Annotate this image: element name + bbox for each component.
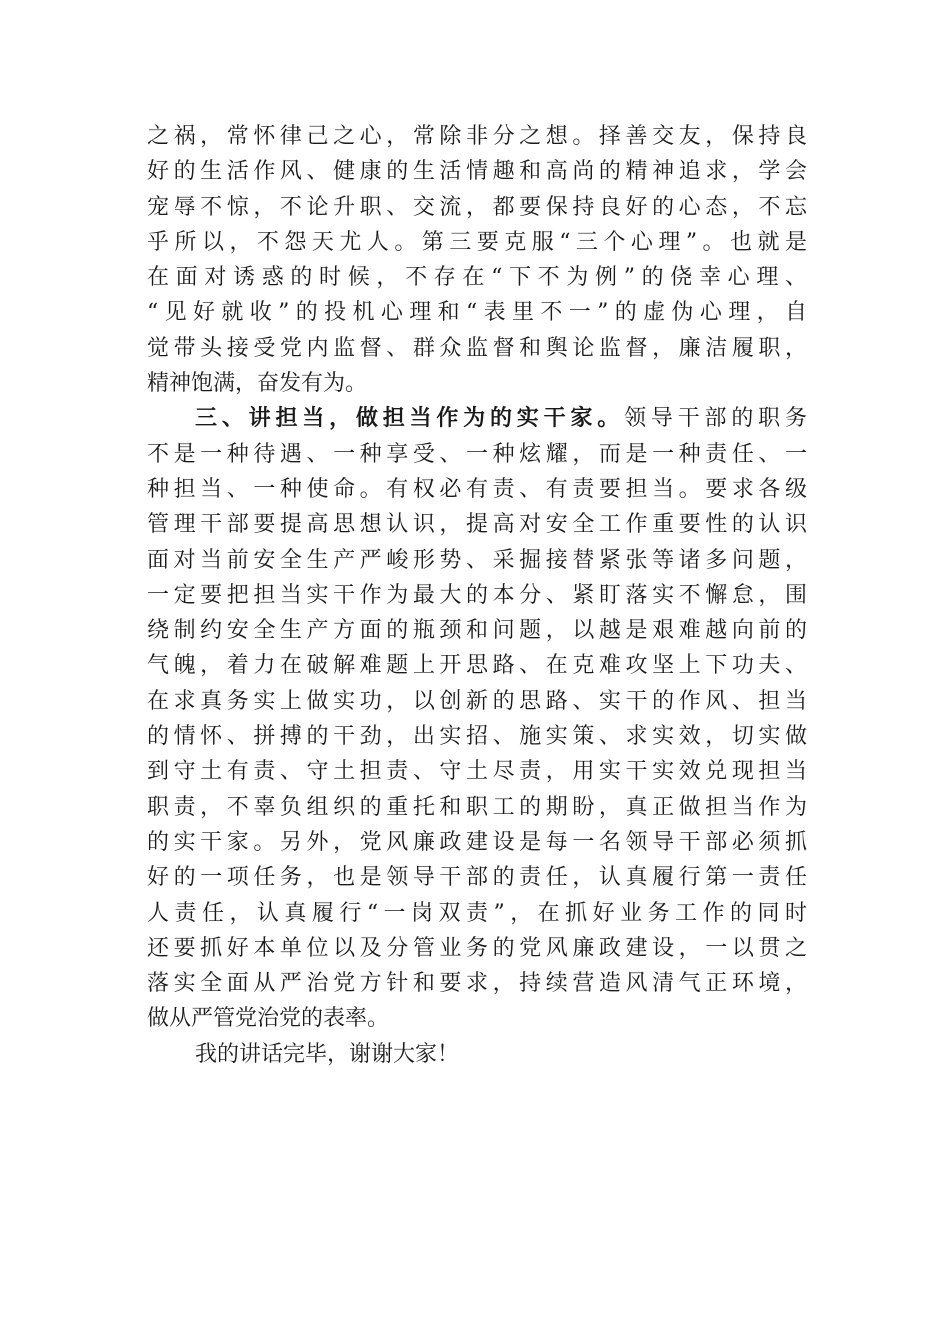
paragraph-section-three: [147, 401, 807, 1036]
text-line: 到守土有责、守土担责、守土尽责，用实干实效兑现担当: [147, 759, 807, 785]
section-heading-rest: 领导干部的职务: [624, 406, 807, 432]
text-line: 乎所以，不怨天尤人。第三要克服“三个心理”。也就是: [147, 229, 807, 255]
text-line: 一定要把担当实干作为最大的本分、紧盯落实不懈怠，围: [147, 582, 807, 608]
text-line: 精神饱满，奋发有为。: [147, 371, 368, 397]
text-line: 做从严管党治党的表率。: [147, 1006, 390, 1032]
text-line: 不是一种待遇、一种享受、一种炫耀，而是一种责任、一: [147, 441, 807, 467]
text-line: 之祸，常怀律己之心，常除非分之想。择善交友，保持良: [147, 124, 807, 149]
text-line: 觉带头接受党内监督、群众监督和舆论监督，廉洁履职，: [147, 335, 807, 361]
text-line: 还要抓好本单位以及分管业务的党风廉政建设，一以贯之: [147, 935, 807, 961]
paragraph-closing: [147, 1037, 807, 1072]
text-line: 的情怀、拼搏的干劲，出实招、施实策、求实效，切实做: [147, 724, 807, 750]
text-line: 好的生活作风、健康的生活情趣和高尚的精神追求，学会: [147, 159, 807, 185]
document-body: [147, 119, 807, 1072]
text-line: 面对当前安全生产严峻形势、采掘接替紧张等诸多问题，: [147, 547, 807, 573]
section-heading: 三、讲担当，做担当作为的实干家。: [195, 406, 625, 432]
text-line: 在面对诱惑的时候，不存在“下不为例”的侥幸心理、: [147, 265, 807, 291]
section-heading-line: [147, 401, 807, 436]
text-line: 绕制约安全生产方面的瓶颈和问题，以越是艰难越向前的: [147, 618, 807, 644]
text-line: 好的一项任务，也是领导干部的责任，认真履行第一责任: [147, 865, 807, 891]
text-line: 种担当、一种使命。有权必有责、有责要担当。要求各级: [147, 476, 807, 502]
closing-remark: 我的讲话完毕，谢谢大家！: [195, 1041, 460, 1067]
text-line: 在求真务实上做实功，以创新的思路、实干的作风、担当: [147, 688, 807, 714]
text-line: 气魄，着力在破解难题上开思路、在克难攻坚上下功夫、: [147, 653, 807, 679]
text-line: “见好就收”的投机心理和“表里不一”的虚伪心理，自: [147, 300, 807, 326]
text-line: 管理干部要提高思想认识，提高对安全工作重要性的认识: [147, 512, 807, 538]
paragraph-self-discipline: [147, 119, 807, 401]
text-line: 职责，不辜负组织的重托和职工的期盼，真正做担当作为: [147, 794, 807, 820]
text-line: 宠辱不惊，不论升职、交流，都要保持良好的心态，不忘: [147, 194, 807, 220]
text-line: 落实全面从严治党方针和要求，持续营造风清气正环境，: [147, 971, 807, 997]
text-line: 人责任，认真履行“一岗双责”，在抓好业务工作的同时: [147, 900, 807, 926]
text-line: 的实干家。另外，党风廉政建设是每一名领导干部必须抓: [147, 829, 807, 855]
